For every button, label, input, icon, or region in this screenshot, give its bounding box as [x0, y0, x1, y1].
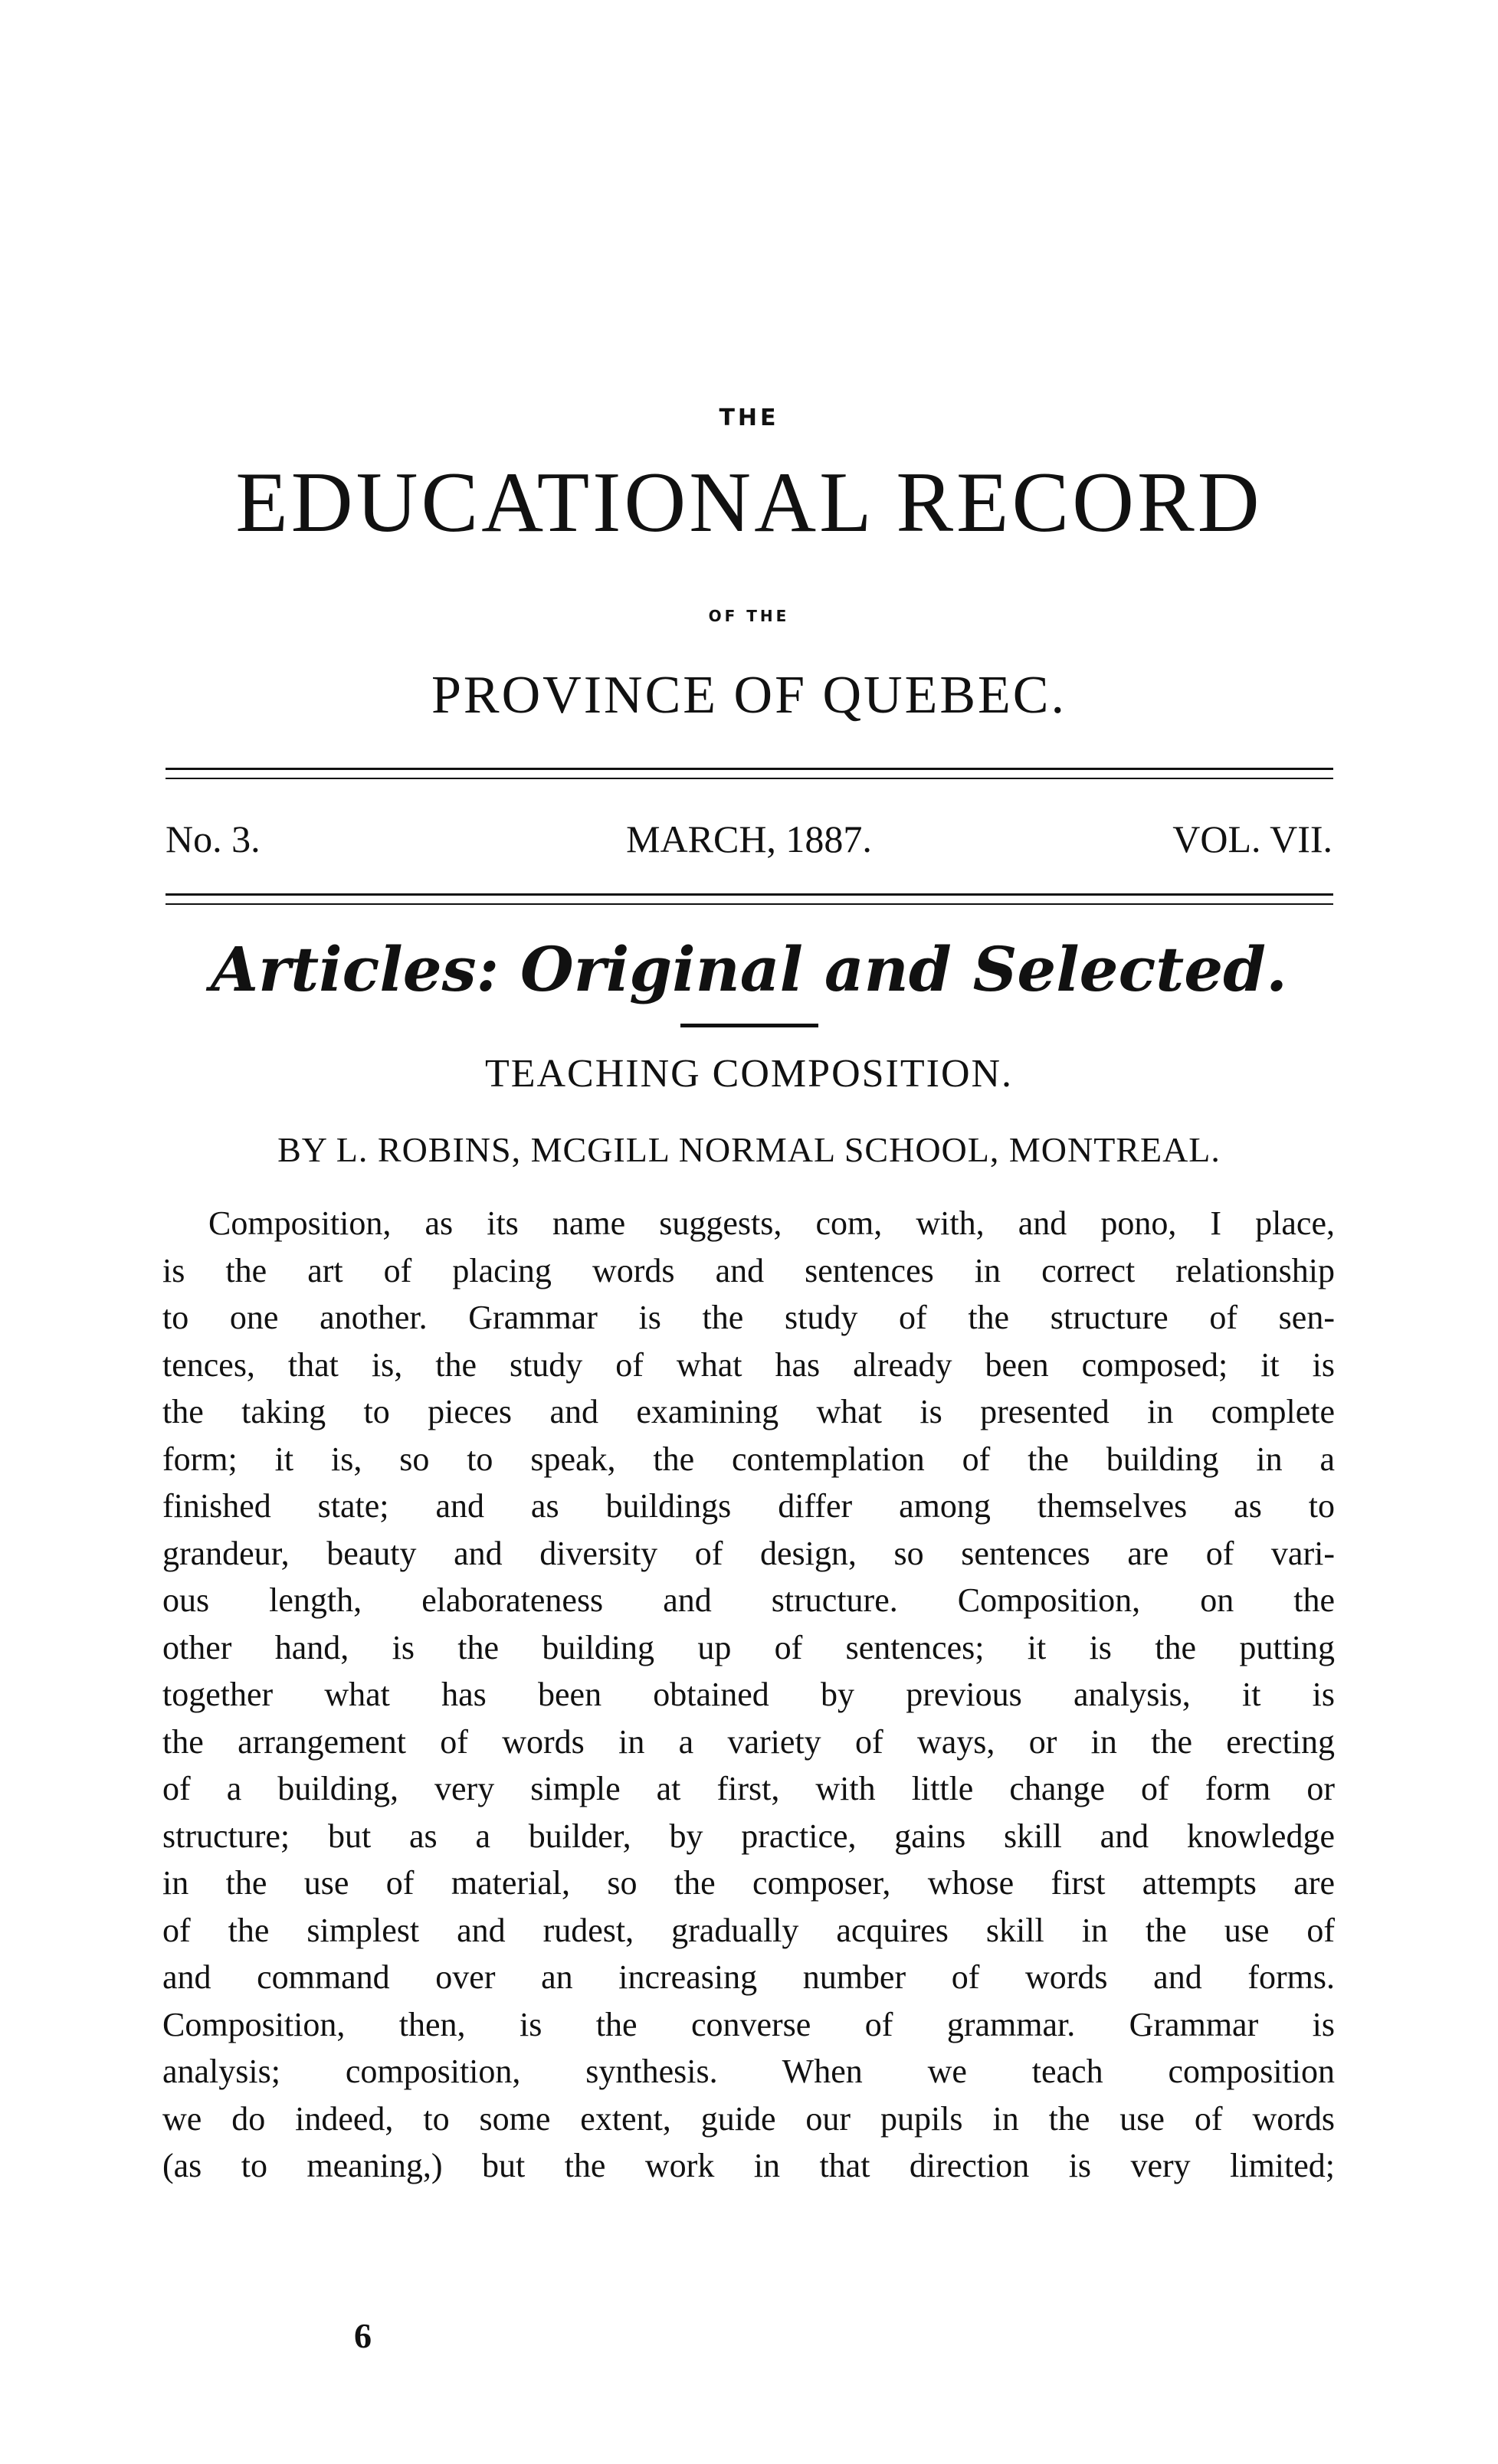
double-rule-bottom: [166, 893, 1333, 905]
section-heading: Articles: Original and Selected.: [211, 933, 1287, 1005]
double-rule-top: [166, 768, 1333, 779]
body-line: (as to meaning,) but the work in that direction is very limited;: [162, 2147, 1335, 2184]
body-line: of a building, very simple at first, with little change of form or: [162, 1770, 1335, 1807]
body-line: in the use of material, so the composer, whose first attempts are: [162, 1864, 1335, 1902]
page-signature-mark: 6: [354, 2316, 372, 2355]
masthead-of-the: OF THE: [708, 607, 790, 625]
masthead-title: EDUCATIONAL RECORD: [235, 455, 1263, 550]
body-line: analysis; composition, synthesis. When we teach composition: [162, 2053, 1335, 2090]
masthead-province: PROVINCE OF QUEBEC.: [431, 666, 1067, 725]
body-line: is the art of placing words and sentences in correct relationship: [162, 1251, 1335, 1289]
masthead-the: THE: [719, 405, 779, 431]
body-line: the taking to pieces and examining what is presented in complete: [162, 1393, 1335, 1430]
article-body: [162, 1200, 1335, 2190]
body-line: grandeur, beauty and diversity of design, so sentences are of vari-: [162, 1534, 1335, 1572]
article-title: TEACHING COMPOSITION.: [484, 1052, 1014, 1096]
issue-date: MARCH, 1887.: [626, 818, 872, 860]
body-line: Composition, as its name suggests, com, with, and pono, I place,: [208, 1204, 1335, 1242]
body-line: together what has been obtained by previous analysis, it is: [162, 1676, 1335, 1713]
body-line: to one another. Grammar is the study of the structure of sen-: [162, 1299, 1335, 1336]
body-line: tences, that is, the study of what has already been composed; it is: [162, 1345, 1335, 1384]
body-line: structure; but as a builder, by practice, gains skill and knowledge: [162, 1817, 1335, 1855]
body-line: we do indeed, to some extent, guide our pupils in the use of words: [162, 2099, 1335, 2138]
section-divider: [680, 1024, 818, 1027]
body-line: form; it is, so to speak, the contemplation of the building in a: [162, 1440, 1335, 1478]
body-line: finished state; and as buildings differ among themselves as to: [162, 1487, 1335, 1525]
body-line: of the simplest and rudest, gradually acquires skill in the use of: [162, 1911, 1335, 1949]
body-line: and command over an increasing number of words and forms.: [162, 1958, 1335, 1996]
article-byline: BY L. ROBINS, MCGILL NORMAL SCHOOL, MONTREAL.: [277, 1130, 1221, 1169]
body-line: ous length, elaborateness and structure. Composition, on the: [162, 1581, 1335, 1619]
issue-volume: VOL. VII.: [1172, 818, 1332, 860]
body-line: other hand, is the building up of sentences; it is the putting: [162, 1628, 1335, 1666]
issue-number: No. 3.: [166, 818, 261, 860]
body-line: the arrangement of words in a variety of ways, or in the erecting: [162, 1722, 1335, 1761]
body-line: Composition, then, is the converse of grammar. Grammar is: [162, 2005, 1335, 2043]
